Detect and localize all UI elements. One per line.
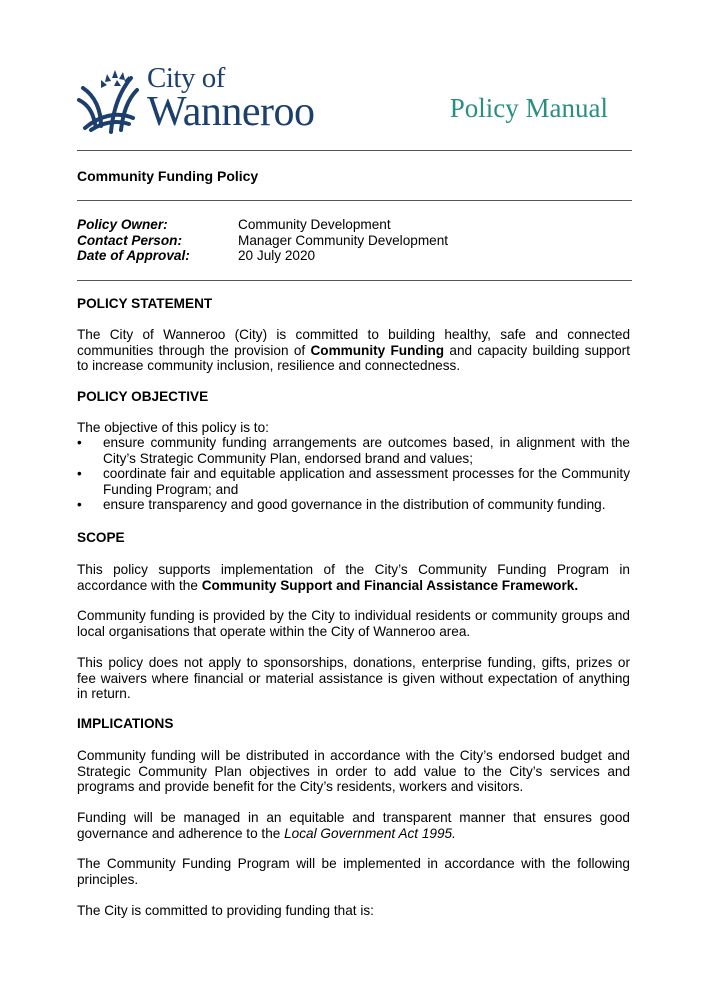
policy-manual-title: Policy Manual bbox=[449, 93, 608, 123]
bullet-icon: • bbox=[77, 466, 82, 481]
banksia-flower-icon bbox=[77, 66, 143, 134]
heading-implications: IMPLICATIONS bbox=[77, 716, 174, 731]
scope-text: This policy supports implementation of the City’s Community Funding Program in accordance with the bbox=[77, 562, 630, 593]
meta-value: Community Development bbox=[238, 217, 391, 232]
objective-list bbox=[77, 435, 630, 513]
meta-label: Contact Person: bbox=[77, 232, 182, 248]
meta-value: Manager Community Development bbox=[238, 232, 449, 248]
implications-paragraph-4: The City is committed to providing funding that is: bbox=[77, 903, 374, 918]
scope-paragraph-2: Community funding is provided by the City to individual residents or community groups and local organisations that operate within the City of Wanneroo area. bbox=[77, 608, 630, 639]
list-item bbox=[77, 466, 630, 497]
implications-paragraph-2 bbox=[77, 810, 630, 841]
bullet-icon: • bbox=[77, 435, 82, 450]
city-logo bbox=[77, 62, 327, 134]
header-divider bbox=[77, 150, 632, 151]
policy-statement-paragraph bbox=[77, 327, 630, 374]
meta-row-owner bbox=[77, 217, 448, 233]
list-item bbox=[77, 497, 630, 513]
list-item-text: coordinate fair and equitable application and assessment processes for the Community Funding Program; and bbox=[103, 466, 630, 497]
statement-bold: Community Funding bbox=[310, 342, 445, 358]
meta-value: 20 July 2020 bbox=[238, 248, 316, 263]
logo-name-text: Wanneroo bbox=[147, 89, 315, 135]
document-title: Community Funding Policy bbox=[77, 168, 259, 184]
meta-divider bbox=[77, 280, 632, 281]
meta-label: Date of Approval: bbox=[77, 248, 190, 263]
logo-city-text: City of bbox=[147, 62, 225, 94]
implications-text: Funding will be managed in an equitable and transparent manner that ensures good governance and adherence to the bbox=[77, 810, 630, 841]
heading-policy-objective: POLICY OBJECTIVE bbox=[77, 389, 209, 404]
title-divider bbox=[77, 200, 632, 201]
meta-row-date bbox=[77, 248, 448, 264]
bullet-icon: • bbox=[77, 497, 82, 512]
heading-scope: SCOPE bbox=[77, 530, 125, 545]
scope-paragraph-1 bbox=[77, 562, 630, 593]
implications-italic: Local Government Act 1995. bbox=[284, 825, 456, 841]
page-header bbox=[77, 62, 630, 142]
scope-bold: Community Support and Financial Assistance Framework. bbox=[201, 577, 579, 593]
policy-metadata bbox=[77, 217, 448, 264]
meta-row-contact bbox=[77, 233, 448, 249]
objective-intro: The objective of this policy is to: bbox=[77, 420, 269, 435]
meta-label: Policy Owner: bbox=[77, 217, 168, 232]
list-item-text: ensure community funding arrangements are outcomes based, in alignment with the City’s Strategic Community Plan, endorsed brand and values; bbox=[103, 435, 630, 466]
statement-text: and capacity building support to increase community inclusion, resilience and connectedness. bbox=[77, 342, 630, 373]
implications-paragraph-3: The Community Funding Program will be implemented in accordance with the following principles. bbox=[77, 856, 630, 887]
statement-text: The City of Wanneroo (City) is committed to building healthy, safe and connected communities through the provision of bbox=[77, 327, 630, 358]
list-item-text: ensure transparency and good governance in the distribution of community funding. bbox=[103, 497, 606, 512]
list-item bbox=[77, 435, 630, 466]
scope-paragraph-3: This policy does not apply to sponsorships, donations, enterprise funding, gifts, prizes or fee waivers where financial or material assistance is given without expectation of anything in return. bbox=[77, 655, 630, 701]
implications-paragraph-1: Community funding will be distributed in accordance with the City’s endorsed budget and Strategic Community Plan objectives in order to add value to the City’s services and programs and provide benefit for the City’s residents, workers and visitors. bbox=[77, 748, 630, 794]
heading-policy-statement: POLICY STATEMENT bbox=[77, 296, 213, 311]
